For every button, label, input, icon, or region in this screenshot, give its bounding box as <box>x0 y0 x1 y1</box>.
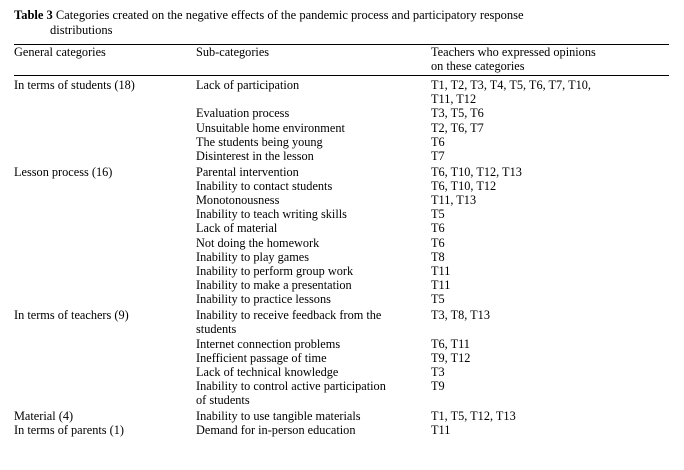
cell-sub-category-line1: Inability to receive feedback from the <box>196 308 382 323</box>
cell-teachers-line1: T6, T10, T12, T13 <box>431 164 522 179</box>
header-teachers <box>431 45 669 74</box>
table-body <box>14 76 669 438</box>
cell-sub-category-line1: Inability to practice lessons <box>196 292 331 307</box>
table-row <box>14 135 669 149</box>
cell-teachers <box>431 337 669 351</box>
cell-sub-category-line1: Disinterest in the lesson <box>196 148 314 163</box>
cell-sub-category-line1: Demand for in-person education <box>196 423 356 438</box>
header-teachers-line2: on these categories <box>431 59 525 74</box>
cell-sub-category-line1: Not doing the homework <box>196 235 320 250</box>
cell-teachers-line1: T9 <box>431 379 445 394</box>
table-row <box>14 149 669 163</box>
cell-general-category <box>14 278 196 292</box>
table-row <box>14 121 669 135</box>
cell-sub-category-line1: Unsuitable home environment <box>196 120 345 135</box>
cell-sub-category-line1: Monotonousness <box>196 193 280 208</box>
table-header-row <box>14 45 669 74</box>
cell-sub-category-line1: Inefficient passage of time <box>196 350 327 365</box>
cell-teachers <box>431 379 669 407</box>
table-row <box>14 379 669 407</box>
cell-sub-category <box>196 135 431 149</box>
cell-sub-category-line1: Inability to play games <box>196 249 310 264</box>
cell-sub-category <box>196 351 431 365</box>
cell-teachers-line1: T6 <box>431 235 445 250</box>
cell-sub-category <box>196 379 431 407</box>
cell-sub-category-line2: students <box>196 322 237 337</box>
cell-sub-category <box>196 221 431 235</box>
cell-sub-category-line1: Lack of technical knowledge <box>196 364 339 379</box>
header-sub-categories: Sub-categories <box>196 45 431 74</box>
cell-teachers <box>431 250 669 264</box>
cell-sub-category <box>196 149 431 163</box>
table-row <box>14 250 669 264</box>
cell-sub-category-line1: Inability to use tangible materials <box>196 409 361 424</box>
cell-teachers-line1: T6, T11 <box>431 336 470 351</box>
cell-general-category: In terms of students (18) <box>14 77 135 92</box>
cell-teachers <box>431 135 669 149</box>
cell-general-category <box>14 292 196 306</box>
table-row <box>14 264 669 278</box>
cell-general-category <box>14 351 196 365</box>
cell-teachers-line1: T11 <box>431 423 451 438</box>
cell-general-category <box>14 135 196 149</box>
header-general-categories: General categories <box>14 45 196 74</box>
cell-teachers <box>431 106 669 120</box>
cell-sub-category <box>196 250 431 264</box>
cell-sub-category <box>196 193 431 207</box>
cell-general-category <box>14 221 196 235</box>
cell-sub-category-line1: Inability to control active participation <box>196 379 386 394</box>
cell-general-category: In terms of teachers (9) <box>14 308 129 323</box>
cell-teachers <box>431 278 669 292</box>
cell-teachers <box>431 193 669 207</box>
table-row <box>14 292 669 306</box>
cell-general-category <box>14 207 196 221</box>
cell-teachers <box>431 264 669 278</box>
cell-teachers-line1: T5 <box>431 292 445 307</box>
cell-teachers-line2: T11, T12 <box>431 92 477 107</box>
table-row <box>14 365 669 379</box>
cell-teachers-line1: T3, T5, T6 <box>431 106 484 121</box>
cell-teachers <box>431 236 669 250</box>
cell-general-category <box>14 379 196 407</box>
cell-teachers-line1: T3 <box>431 364 445 379</box>
cell-sub-category <box>196 337 431 351</box>
cell-sub-category <box>196 76 431 106</box>
cell-sub-category <box>196 264 431 278</box>
cell-teachers <box>431 207 669 221</box>
cell-teachers-line1: T11 <box>431 264 451 279</box>
cell-general-category <box>14 193 196 207</box>
table-row <box>14 307 669 337</box>
cell-teachers <box>431 351 669 365</box>
cell-sub-category-line1: Lack of participation <box>196 77 300 92</box>
cell-teachers <box>431 307 669 337</box>
cell-sub-category <box>196 121 431 135</box>
table-caption-line2: distributions <box>50 23 113 37</box>
cell-sub-category <box>196 307 431 337</box>
cell-teachers <box>431 365 669 379</box>
cell-teachers-line1: T1, T2, T3, T4, T5, T6, T7, T10, <box>431 77 591 92</box>
table-row <box>14 221 669 235</box>
cell-teachers-line1: T7 <box>431 148 445 163</box>
cell-teachers <box>431 149 669 163</box>
cell-general-category <box>14 365 196 379</box>
cell-general-category <box>14 236 196 250</box>
cell-teachers <box>431 221 669 235</box>
cell-general-category <box>14 264 196 278</box>
cell-sub-category <box>196 423 431 437</box>
table-row <box>14 106 669 120</box>
cell-general-category: Material (4) <box>14 409 74 424</box>
table-row <box>14 337 669 351</box>
cell-teachers-line1: T8 <box>431 249 445 264</box>
cell-teachers <box>431 292 669 306</box>
cell-general-category <box>14 106 196 120</box>
table-caption <box>14 8 666 38</box>
cell-sub-category <box>196 236 431 250</box>
cell-general-category <box>14 337 196 351</box>
cell-general-category <box>14 149 196 163</box>
cell-sub-category-line1: Inability to perform group work <box>196 264 354 279</box>
cell-teachers <box>431 76 669 106</box>
table-row <box>14 423 669 437</box>
cell-sub-category-line1: Inability to teach writing skills <box>196 207 347 222</box>
table-row <box>14 207 669 221</box>
cell-teachers <box>431 121 669 135</box>
cell-sub-category-line1: Parental intervention <box>196 164 299 179</box>
cell-teachers-line1: T6 <box>431 221 445 236</box>
cell-teachers-line1: T5 <box>431 207 445 222</box>
cell-teachers-line1: T6, T10, T12 <box>431 178 497 193</box>
cell-sub-category <box>196 292 431 306</box>
table-row <box>14 351 669 365</box>
cell-teachers <box>431 423 669 437</box>
cell-general-category: Lesson process (16) <box>14 164 113 179</box>
cell-teachers <box>431 179 669 193</box>
cell-teachers-line1: T11 <box>431 278 451 293</box>
table-row <box>14 193 669 207</box>
table-row <box>14 278 669 292</box>
table-row <box>14 76 669 106</box>
cell-teachers <box>431 408 669 424</box>
cell-sub-category-line1: Internet connection problems <box>196 336 341 351</box>
table-caption-line1: Categories created on the negative effects of the pandemic process and participatory response <box>55 8 524 22</box>
cell-sub-category-line1: Inability to make a presentation <box>196 278 352 293</box>
header-teachers-line1: Teachers who expressed opinions <box>431 45 596 59</box>
cell-sub-category <box>196 278 431 292</box>
cell-teachers-line1: T11, T13 <box>431 193 477 208</box>
cell-teachers-line1: T3, T8, T13 <box>431 308 490 323</box>
cell-sub-category <box>196 106 431 120</box>
cell-sub-category-line1: Inability to contact students <box>196 178 333 193</box>
cell-teachers-line1: T1, T5, T12, T13 <box>431 409 516 424</box>
cell-teachers-line1: T9, T12 <box>431 350 471 365</box>
table-row <box>14 179 669 193</box>
cell-sub-category-line2: of students <box>196 393 250 408</box>
cell-sub-category <box>196 179 431 193</box>
cell-teachers <box>431 163 669 179</box>
table-row <box>14 236 669 250</box>
cell-sub-category <box>196 408 431 424</box>
cell-teachers-line1: T6 <box>431 134 445 149</box>
cell-general-category: In terms of parents (1) <box>14 423 124 438</box>
cell-general-category <box>14 121 196 135</box>
cell-general-category <box>14 179 196 193</box>
cell-teachers-line1: T2, T6, T7 <box>431 120 484 135</box>
table-row <box>14 408 669 424</box>
table-row <box>14 163 669 179</box>
cell-sub-category-line1: Lack of material <box>196 221 278 236</box>
cell-sub-category-line1: Evaluation process <box>196 106 290 121</box>
cell-sub-category <box>196 207 431 221</box>
table-label: Table 3 <box>14 8 53 22</box>
categories-table <box>14 44 669 437</box>
cell-sub-category-line1: The students being young <box>196 134 323 149</box>
cell-sub-category <box>196 365 431 379</box>
cell-general-category <box>14 250 196 264</box>
cell-sub-category <box>196 163 431 179</box>
